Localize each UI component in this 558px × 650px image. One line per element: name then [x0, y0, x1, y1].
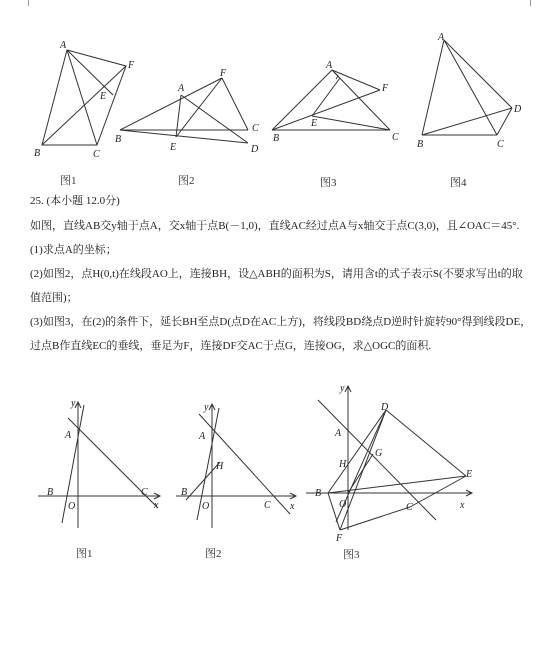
problem-part3-line1: (3)如图3，在(2)的条件下，延长BH至点D(点D在AC上方)，将线段BD绕点D逆时针旋转90°得到线段DE，	[30, 316, 532, 328]
label-G: G	[375, 448, 383, 459]
label-B: B	[417, 139, 424, 150]
problem-part2-line2: 值范围)；	[30, 292, 78, 304]
label-O: O	[339, 499, 347, 510]
label-F: F	[336, 533, 343, 544]
label-C: C	[252, 123, 259, 134]
label-O: O	[68, 501, 76, 512]
label-O: O	[202, 501, 210, 512]
label-A: A	[335, 428, 342, 439]
label-A: A	[438, 32, 445, 43]
label-E: E	[100, 91, 107, 102]
label-C: C	[497, 139, 504, 150]
label-E: E	[466, 469, 473, 480]
label-D: D	[381, 402, 389, 413]
label-C: C	[141, 487, 148, 498]
label-B: B	[181, 487, 188, 498]
label-A: A	[60, 40, 67, 51]
label-A: A	[65, 430, 72, 441]
problem-part2-line1: (2)如图2，点H(0,t)在线段AO上，连接BH，设△ABH的面积为S，请用含t的式子表示S(不要求写出t的取	[30, 268, 523, 280]
problem-intro: 如图，直线AB交y轴于点A，交x轴于点B(－1,0)，直线AC经过点A与x轴交于点C(3,0)，且∠OAC＝45°.	[30, 220, 520, 232]
caption-top-fig4: 图4	[450, 177, 467, 189]
label-x: x	[460, 500, 465, 511]
label-E: E	[311, 118, 318, 129]
label-D: D	[514, 104, 522, 115]
label-H: H	[216, 461, 224, 472]
label-E: E	[170, 142, 177, 153]
caption-bottom-fig2: 图2	[205, 548, 222, 560]
problem-part1: (1)求点A的坐标；	[30, 244, 117, 256]
label-F: F	[128, 60, 135, 71]
caption-bottom-fig3: 图3	[343, 549, 360, 561]
label-H: H	[339, 459, 347, 470]
label-B: B	[273, 133, 280, 144]
label-A: A	[199, 431, 206, 442]
label-C: C	[392, 132, 399, 143]
label-F: F	[382, 83, 389, 94]
label-y: y	[204, 402, 209, 413]
label-B: B	[47, 487, 54, 498]
label-B: B	[115, 134, 122, 145]
label-B: B	[34, 148, 41, 159]
problem-header: 25. (本小题 12.0分)	[30, 195, 120, 207]
label-C: C	[264, 500, 271, 511]
label-C: C	[93, 149, 100, 160]
label-A: A	[326, 60, 333, 71]
caption-top-fig1: 图1	[60, 175, 77, 187]
label-B: B	[315, 488, 322, 499]
label-A: A	[178, 83, 185, 94]
label-D: D	[251, 144, 259, 155]
label-F: F	[220, 68, 227, 79]
caption-top-fig2: 图2	[178, 175, 195, 187]
caption-bottom-fig1: 图1	[76, 548, 93, 560]
label-y: y	[340, 383, 345, 394]
label-C: C	[406, 502, 413, 513]
problem-part3-line2: 过点B作直线EC的垂线，垂足为F，连接DF交AC于点G，连接OG，求△OGC的面积.	[30, 340, 432, 352]
label-x: x	[290, 501, 295, 512]
label-x: x	[154, 500, 159, 511]
caption-top-fig3: 图3	[320, 177, 337, 189]
label-y: y	[71, 398, 76, 409]
